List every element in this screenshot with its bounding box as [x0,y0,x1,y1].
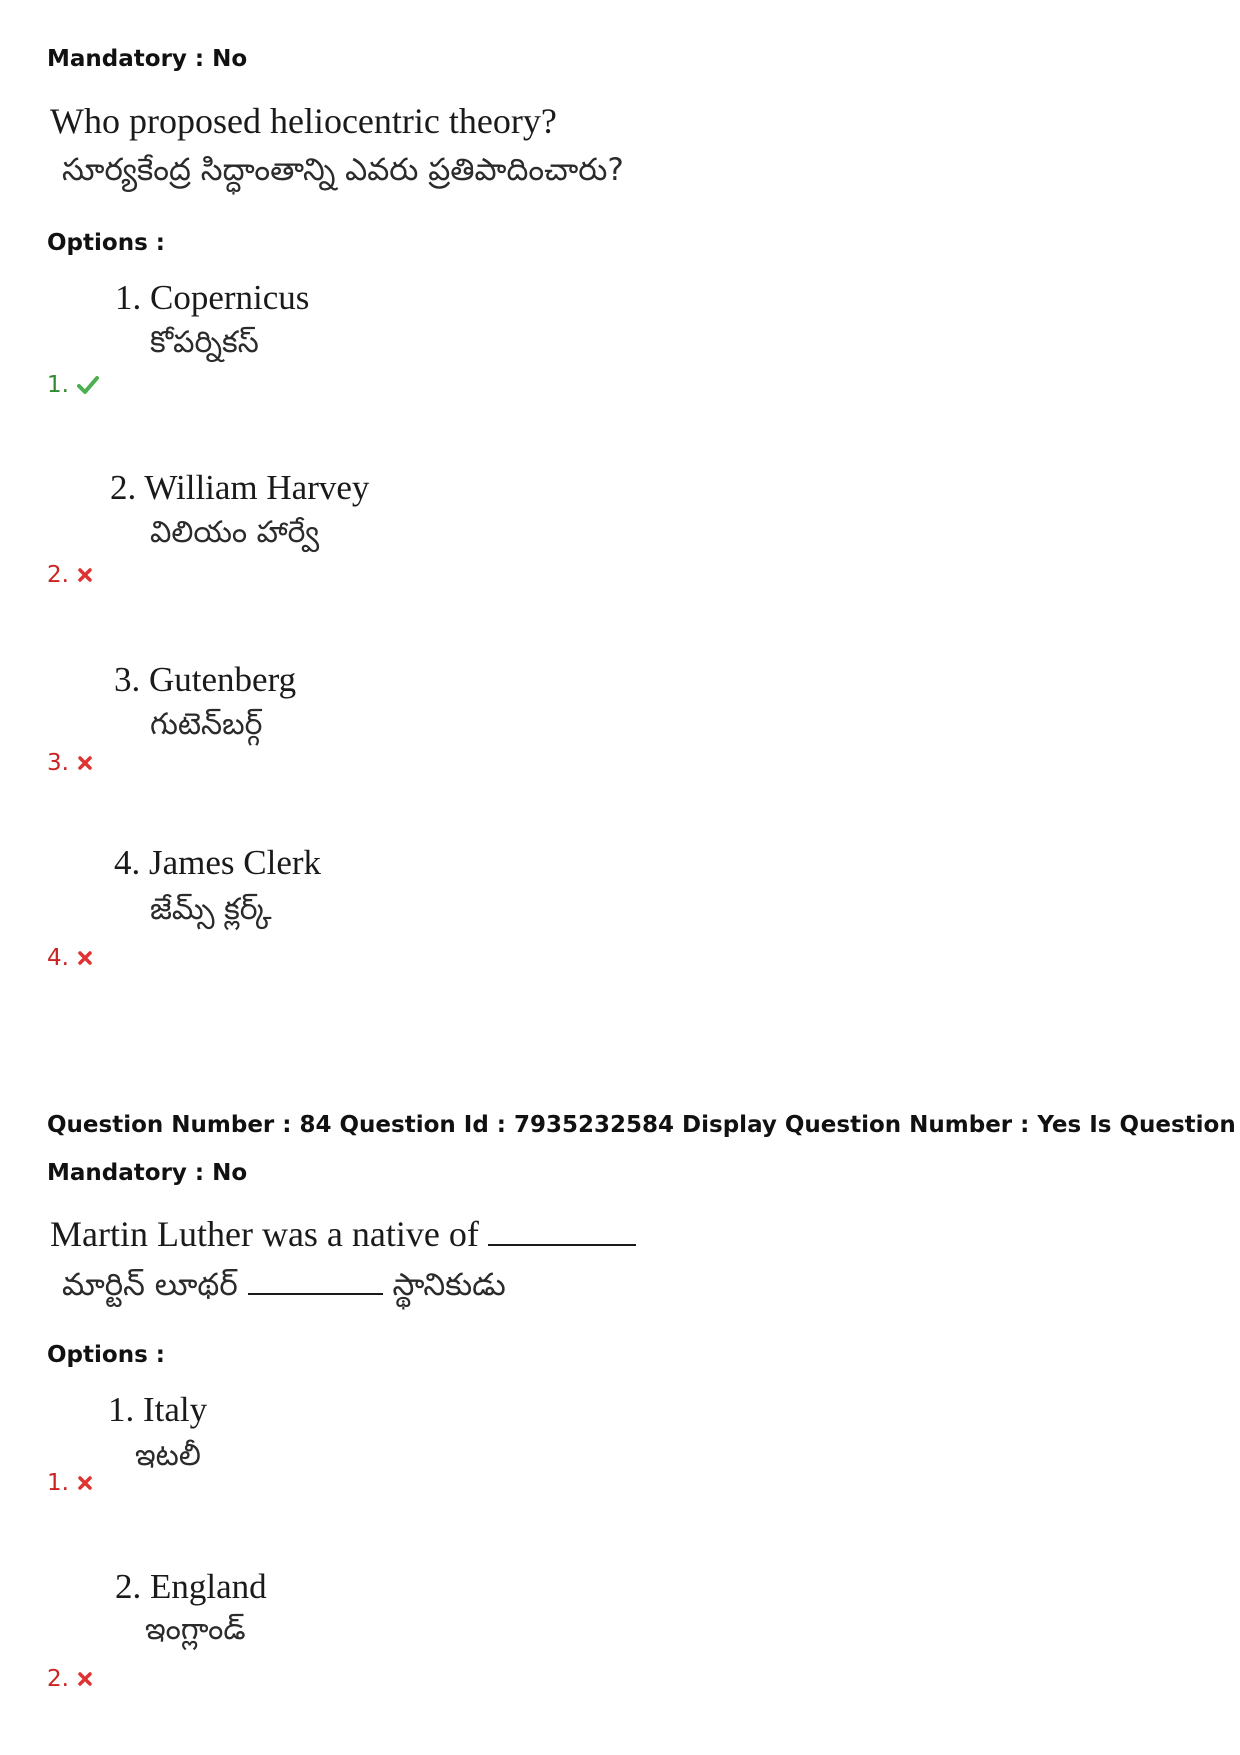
options-label: Options : [47,1342,165,1368]
question-text-te [62,1263,506,1310]
option-text-te: గుటెన్‌బర్గ్ [150,707,263,742]
question-text: Martin Luther was a native of [50,1214,479,1254]
fill-blank [488,1214,636,1246]
option-number: 1. [47,1470,69,1496]
option-text-te: ఇటలీ [135,1438,201,1473]
cross-icon [77,1475,93,1491]
option-text-en: 3. Gutenberg [114,660,297,699]
option-text-en: 2. William Harvey [110,468,370,507]
cross-icon [77,567,93,583]
option-marker [47,945,93,971]
option-marker [47,750,93,776]
fill-blank [248,1263,383,1295]
option-text-te: జేమ్స్ క్లర్క్ [150,892,272,927]
cross-icon [77,755,93,771]
option-text-te: కోపర్నికస్ [150,325,259,360]
check-icon [77,375,99,395]
question-text-en [50,1213,636,1255]
option-text-en: 1. Italy [108,1390,208,1429]
question-header: Question Number : 84 Question Id : 7935232584 Display Question Number : Yes Is Question [47,1112,1236,1138]
cross-icon [77,1671,93,1687]
option-text-en: 1. Copernicus [115,278,310,317]
option-number: 1. [47,372,69,398]
cross-icon [77,950,93,966]
option-number: 3. [47,750,69,776]
option-marker [47,1666,93,1692]
option-text-te: ఇంగ్లాండ్ [145,1612,246,1647]
question-text-part: స్థానికుడు [392,1267,506,1303]
mandatory-label: Mandatory : No [47,1160,248,1186]
options-label: Options : [47,230,165,256]
option-marker [47,372,99,398]
option-text-te: విలియం హార్వే [150,515,320,550]
option-text-en: 2. England [115,1567,267,1606]
mandatory-label: Mandatory : No [47,46,248,72]
option-text-en: 4. James Clerk [114,843,322,882]
option-marker [47,1470,93,1496]
option-marker [47,562,93,588]
option-number: 2. [47,1666,69,1692]
question-text-part: మార్టిన్ లూథర్ [62,1267,238,1303]
question-text-en: Who proposed heliocentric theory? [50,101,557,141]
option-number: 2. [47,562,69,588]
question-text-te: సూర్యకేంద్ర సిద్ధాంతాన్ని ఎవరు ప్రతిపాదించారు? [62,152,624,188]
option-number: 4. [47,945,69,971]
